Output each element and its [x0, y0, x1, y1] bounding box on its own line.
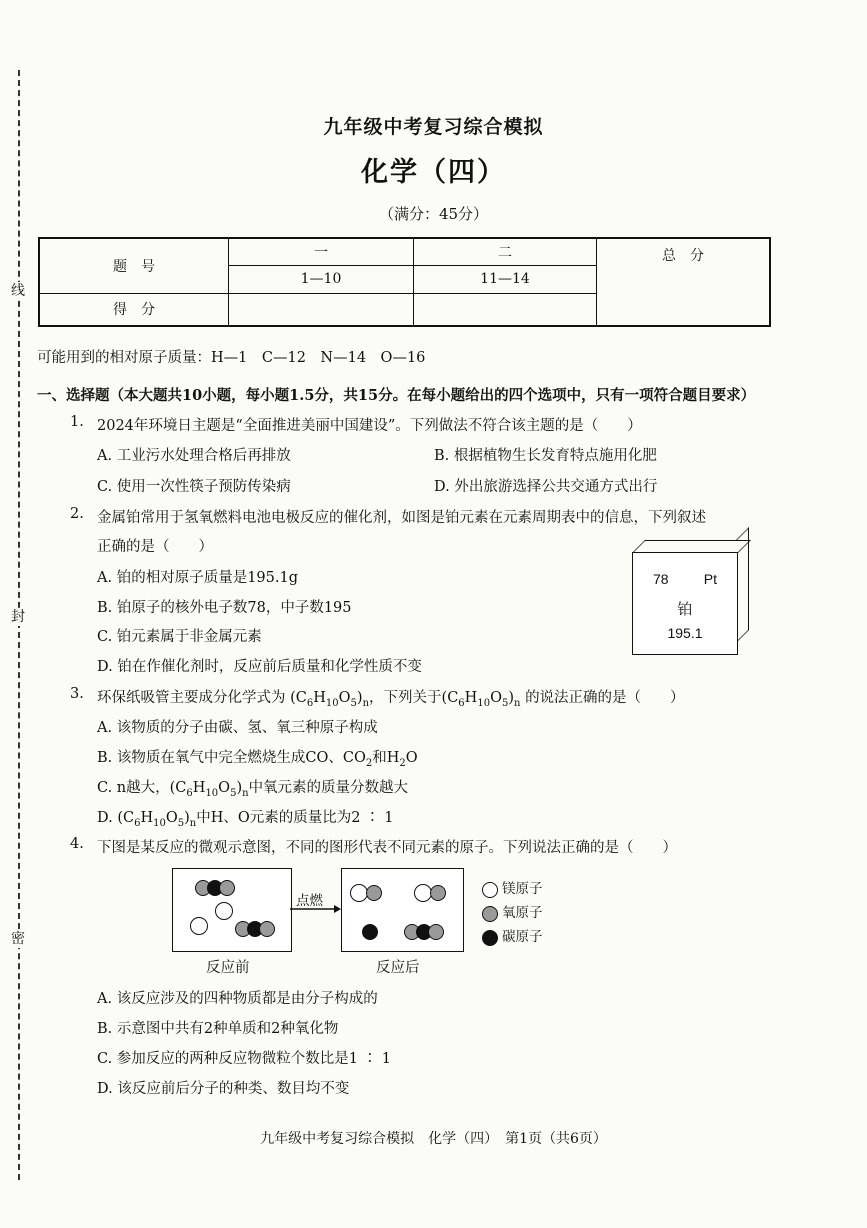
q3-option-d: D. $(C_6H_{10}O_5)_n$中H、O元素的质量比为2 ∶ 1	[97, 810, 394, 829]
question-number-label: 题 号	[39, 238, 229, 293]
q2-option-a: A. 铂的相对原子质量是195.1g	[97, 570, 298, 586]
reaction-after-label: 反应后	[376, 960, 420, 976]
q4-stem: 下图是某反应的微观示意图，不同的图形代表不同元素的原子。下列说法正确的是（ ）	[97, 840, 677, 856]
section1-heading: 一、选择题（本大题共10小题，每小题1.5分，共15分。在每小题给出的四个选项中，只有一项符合题目要求）	[37, 387, 756, 404]
subject-title: 化学（四）	[361, 157, 506, 188]
oxygen-atom-icon	[482, 906, 498, 922]
binding-label-seal: 封	[8, 608, 28, 626]
magnesium-atom	[215, 902, 233, 920]
oxygen-atom	[366, 885, 382, 901]
element-atomic-number: 78	[653, 571, 669, 587]
q3-option-a: A. 该物质的分子由碳、氢、氧三种原子构成	[97, 720, 378, 736]
legend-magnesium-label: 镁原子	[502, 881, 543, 897]
q3-stem-b: ，下列关于	[369, 690, 442, 706]
score-label: 得 分	[39, 293, 229, 326]
q3-stem-a: 环保纸吸管主要成分化学式为	[97, 690, 286, 706]
q4-option-c: C. 参加反应的两种反应物微粒个数比是1 ∶ 1	[97, 1051, 391, 1067]
reaction-before-box	[172, 868, 292, 952]
part1-range: 1—10	[229, 265, 414, 293]
q3-formula-2: $(C_6H_{10}O_5)_n$	[441, 690, 521, 709]
reaction-after-box	[341, 868, 464, 952]
carbon-atom-icon	[482, 930, 498, 946]
q4-option-a: A. 该反应涉及的四种物质都是由分子构成的	[97, 991, 378, 1007]
q1-option-c: C. 使用一次性筷子预防传染病	[97, 479, 291, 495]
legend-oxygen-label: 氧原子	[502, 905, 543, 921]
q1-stem: 2024年环境日主题是“全面推进美丽中国建设”。下列做法不符合该主题的是（ ）	[97, 418, 642, 434]
q2-option-d: D. 铂在作催化剂时，反应前后质量和化学性质不变	[97, 659, 422, 675]
q2-stem-line2: 正确的是（ ）	[97, 539, 213, 555]
q3-formula: $(C_6H_{10}O_5)_n$	[290, 690, 370, 709]
oxygen-atom	[219, 880, 235, 896]
part2-range: 11—14	[414, 265, 597, 293]
oxygen-atom	[259, 921, 275, 937]
part2-header: 二	[414, 238, 597, 265]
arrow-label: 点燃	[296, 893, 323, 909]
q1-option-d: D. 外出旅游选择公共交通方式出行	[434, 479, 658, 495]
q4-number: 4.	[70, 836, 84, 852]
q4-option-d: D. 该反应前后分子的种类、数目均不变	[97, 1081, 350, 1097]
q3-option-c-a: C. n越大，	[97, 780, 170, 796]
q3-number: 3.	[70, 686, 84, 702]
legend-carbon-label: 碳原子	[502, 929, 543, 945]
element-card	[632, 552, 738, 655]
q3-stem-c: 的说法正确的是（ ）	[525, 690, 685, 706]
total-header: 总 分	[597, 238, 771, 326]
element-name: 铂	[677, 600, 693, 618]
reaction-before-label: 反应前	[206, 960, 250, 976]
q2-option-b: B. 铂原子的核外电子数78，中子数195	[97, 600, 352, 616]
q1-number: 1.	[70, 414, 84, 430]
magnesium-atom-icon	[482, 882, 498, 898]
q4-option-b: B. 示意图中共有2种单质和2种氧化物	[97, 1021, 339, 1037]
q3-option-c: C. n越大，$(C_6H_{10}O_5)_n$中氧元素的质量分数越大	[97, 780, 409, 799]
q2-option-c: C. 铂元素属于非金属元素	[97, 629, 262, 645]
binding-label-line: 线	[8, 282, 28, 300]
full-score: （满分：45分）	[378, 205, 489, 223]
exam-series-title: 九年级中考复习综合模拟	[323, 116, 544, 138]
magnesium-atom	[190, 917, 208, 935]
legend-magnesium	[482, 877, 543, 898]
oxygen-atom	[428, 924, 444, 940]
q1-option-a: A. 工业污水处理合格后再排放	[97, 448, 291, 464]
q1-option-b: B. 根据植物生长发育特点施用化肥	[434, 448, 657, 464]
q3-stem	[97, 686, 685, 709]
q3-option-d-b: 中H、O元素的质量比为2 ∶ 1	[196, 810, 394, 826]
oxygen-atom	[430, 885, 446, 901]
q2-number: 2.	[70, 506, 84, 522]
carbon-atom	[362, 924, 378, 940]
page-footer: 九年级中考复习综合模拟 化学（四） 第1页（共6页）	[260, 1131, 607, 1147]
element-symbol: Pt	[703, 571, 717, 587]
q2-stem-line1: 金属铂常用于氢氧燃料电池电极反应的催化剂，如图是铂元素在元素周期表中的信息，下列叙述	[97, 510, 706, 526]
atomic-masses: 可能用到的相对原子质量：H—1 C—12 N—14 O—16	[37, 350, 426, 366]
binding-label-secret: 密	[8, 930, 28, 948]
q3-option-c-b: 中氧元素的质量分数越大	[248, 780, 409, 796]
legend-carbon	[482, 925, 543, 946]
legend-oxygen	[482, 901, 543, 922]
part1-score-cell	[229, 293, 414, 326]
element-mass: 195.1	[667, 625, 703, 641]
part1-header: 一	[229, 238, 414, 265]
part2-score-cell	[414, 293, 597, 326]
score-table	[38, 237, 771, 327]
q3-option-b: B. 该物质在氧气中完全燃烧生成CO、$CO_2$和$H_2O$	[97, 750, 418, 769]
